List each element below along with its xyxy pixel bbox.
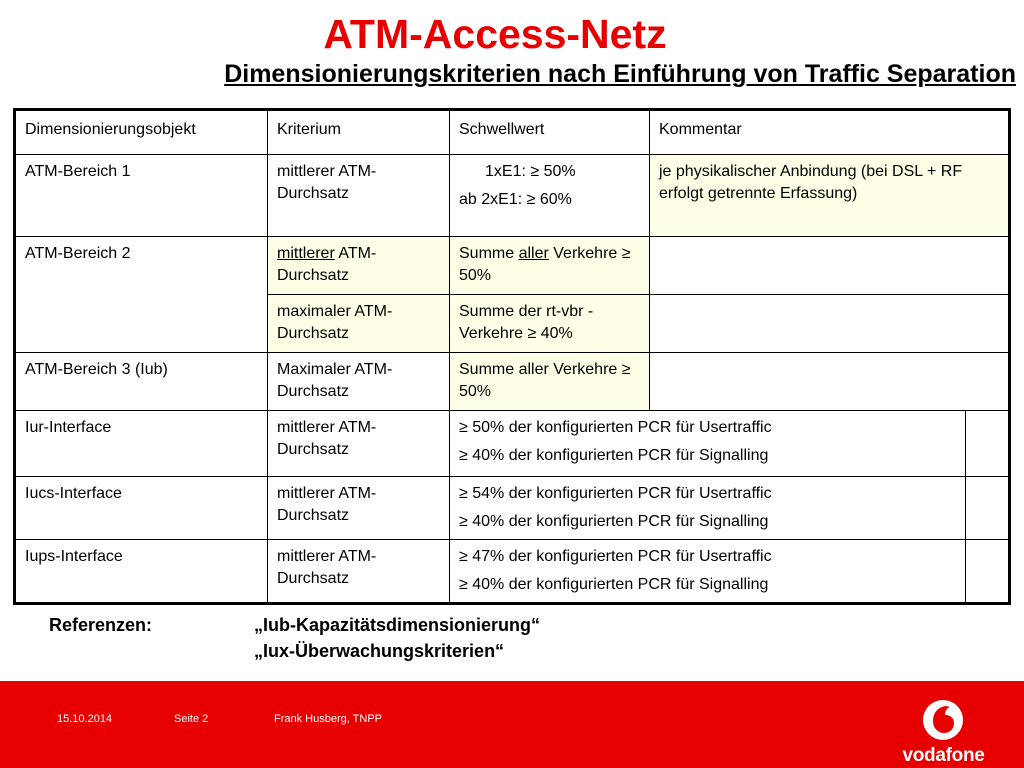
row-object: Iucs-Interface: [15, 477, 268, 540]
row-threshold: [450, 540, 966, 604]
threshold-line: ≥ 50% der konfigurierten PCR für Usertraffic: [459, 419, 772, 436]
header-threshold: Schwellwert: [450, 110, 650, 155]
row-comment: je physikalischer Anbindung (bei DSL + RF erfolgt getrennte Erfassung): [650, 155, 1010, 237]
row-criterion: mittlerer ATM-Durchsatz: [268, 477, 450, 540]
slide-subtitle: Dimensionierungskriterien nach Einführung von Traffic Separation: [224, 60, 1016, 88]
reference-item: „Iux-Überwachungskriterien“: [254, 641, 505, 661]
threshold-post: Verkehre ≥ 50%: [459, 245, 631, 284]
table-row: [15, 237, 1010, 295]
row-object: ATM-Bereich 1: [15, 155, 268, 237]
logo-wordmark: vodafone: [902, 745, 985, 766]
footer-date: 15.10.2014: [57, 713, 113, 725]
row-object: ATM-Bereich 3 (Iub): [15, 353, 268, 411]
table-header-row: [15, 110, 1010, 155]
criterion-rest: ATM-Durchsatz: [277, 245, 377, 284]
threshold-pre: Summe: [459, 245, 519, 262]
table-row: [15, 411, 1010, 477]
threshold-line: ≥ 54% der konfigurierten PCR für Usertraffic: [459, 485, 772, 502]
vodafone-speechmark-icon: [900, 695, 987, 745]
threshold-line: ≥ 47% der konfigurierten PCR für Usertraffic: [459, 548, 772, 565]
row-criterion: mittlerer ATM-Durchsatz: [268, 155, 450, 237]
table-row: [15, 353, 1010, 411]
row-threshold: [450, 155, 650, 237]
footer-bar: [0, 681, 1024, 768]
header-object: Dimensionierungsobjekt: [15, 110, 268, 155]
row-criterion: mittlerer ATM-Durchsatz: [268, 540, 450, 604]
row-object: Iur-Interface: [15, 411, 268, 477]
table-row: [15, 477, 1010, 540]
row-threshold: Summe der rt-vbr - Verkehre ≥ 40%: [450, 295, 650, 353]
row-criterion: [268, 237, 450, 295]
row-criterion: Maximaler ATM-Durchsatz: [268, 353, 450, 411]
row-threshold: [450, 411, 966, 477]
table-row: [15, 155, 1010, 237]
table-row: [15, 540, 1010, 604]
row-threshold: [450, 477, 966, 540]
row-comment: [650, 353, 1010, 411]
threshold-line: ≥ 40% der konfigurierten PCR für Signalling: [459, 576, 769, 593]
row-comment: [650, 295, 1010, 353]
header-comment: Kommentar: [650, 110, 1010, 155]
row-criterion: mittlerer ATM-Durchsatz: [268, 411, 450, 477]
footer-page: Seite 2: [174, 713, 209, 725]
reference-item: „Iub-Kapazitätsdimensionierung“: [254, 615, 541, 635]
row-comment: [966, 540, 1010, 604]
references-label: Referenzen:: [49, 615, 153, 635]
row-comment: [966, 411, 1010, 477]
header-criterion: Kriterium: [268, 110, 450, 155]
threshold-line: ≥ 40% der konfigurierten PCR für Signalling: [459, 447, 769, 464]
threshold-line: ab 2xE1: ≥ 60%: [459, 191, 572, 208]
row-comment: [966, 477, 1010, 540]
slide-title: ATM-Access-Netz: [323, 11, 667, 57]
footer-author: Frank Husberg, TNPP: [274, 713, 383, 725]
row-object: ATM-Bereich 2: [15, 237, 268, 353]
row-object: Iups-Interface: [15, 540, 268, 604]
row-comment: [650, 237, 1010, 295]
criterion-emphasis: mittlerer: [277, 245, 335, 262]
row-threshold: [450, 237, 650, 295]
vodafone-logo: [900, 695, 987, 766]
threshold-line: ≥ 40% der konfigurierten PCR für Signalling: [459, 513, 769, 530]
row-criterion: maximaler ATM-Durchsatz: [268, 295, 450, 353]
threshold-emphasis: aller: [518, 245, 549, 262]
criteria-table: [13, 108, 1011, 605]
threshold-line: 1xE1: ≥ 50%: [485, 163, 576, 180]
row-threshold: Summe aller Verkehre ≥ 50%: [450, 353, 650, 411]
